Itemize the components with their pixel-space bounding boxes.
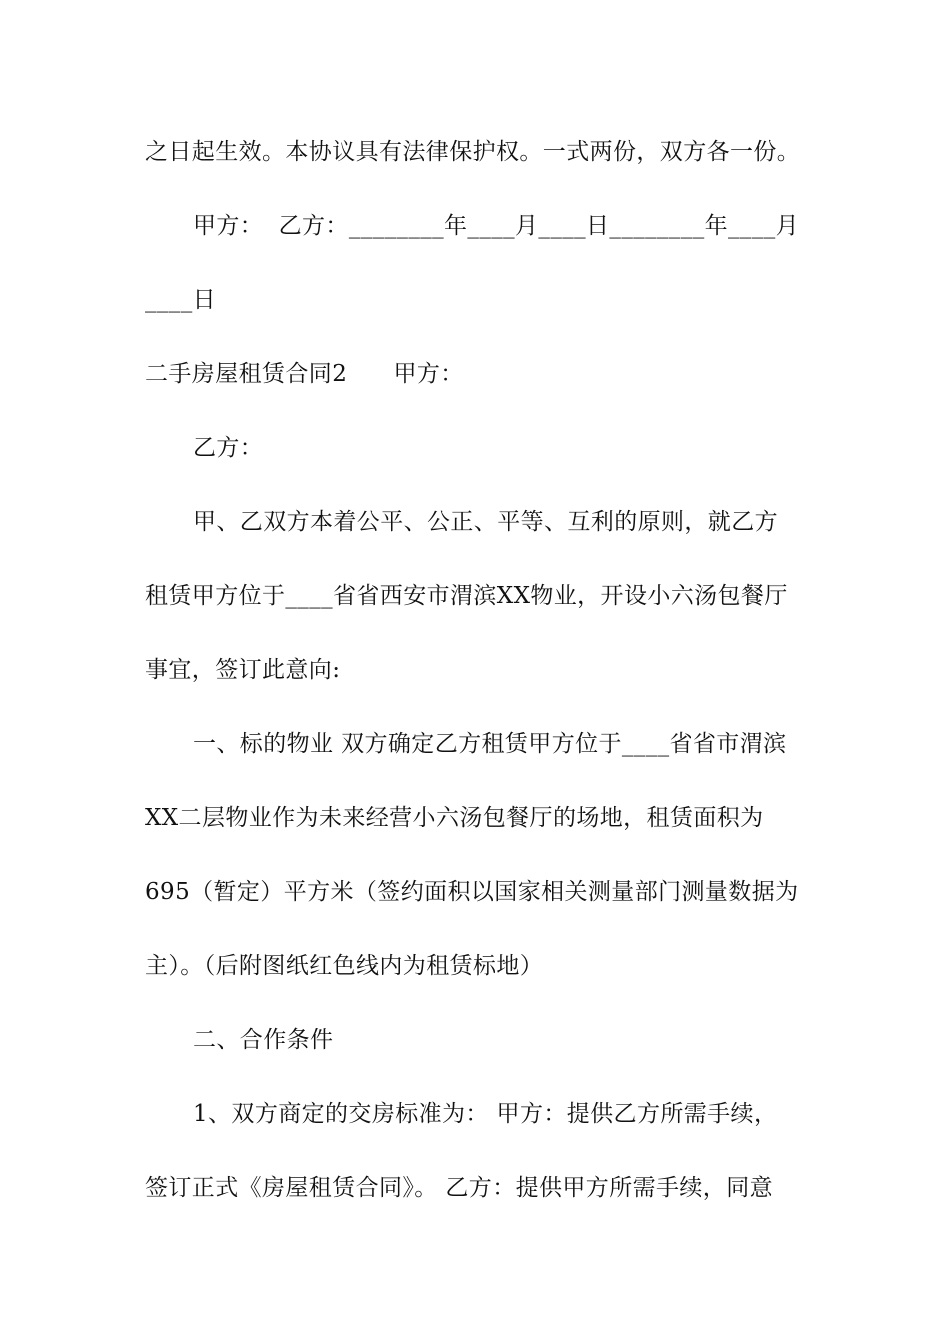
paragraph-line: 之日起生效。本协议具有法律保护权。一式两份，双方各一份。 [145, 139, 801, 165]
date-continuation-line: ____日 [145, 287, 216, 313]
section-one-line: 一、标的物业 双方确定乙方租赁甲方位于____省省市渭滨 [193, 731, 787, 757]
paragraph-line: 1、双方商定的交房标准为： 甲方：提供乙方所需手续， [193, 1101, 778, 1127]
section-two-heading: 二、合作条件 [193, 1027, 334, 1053]
contract-title-line: 二手房屋租赁合同2 甲方： [145, 361, 464, 387]
paragraph-line: 租赁甲方位于____省省西安市渭滨XX物业，开设小六汤包餐厅 [145, 583, 788, 609]
paragraph-line: 695（暂定）平方米（签约面积以国家相关测量部门测量数据为 [145, 879, 799, 905]
paragraph-line: 事宜，签订此意向: [145, 657, 341, 683]
paragraph-line: 甲、乙双方本着公平、公正、平等、互利的原则，就乙方 [193, 509, 778, 535]
paragraph-line: 签订正式《房屋租赁合同》。 乙方：提供甲方所需手续，同意 [145, 1175, 774, 1201]
paragraph-line: 主）。（后附图纸红色线内为租赁标地） [145, 953, 544, 979]
signature-date-line: 甲方： 乙方：________年____月____日________年____月 [193, 213, 800, 239]
party-b-line: 乙方： [193, 435, 264, 461]
paragraph-line: XX二层物业作为未来经营小六汤包餐厅的场地，租赁面积为 [145, 805, 764, 831]
